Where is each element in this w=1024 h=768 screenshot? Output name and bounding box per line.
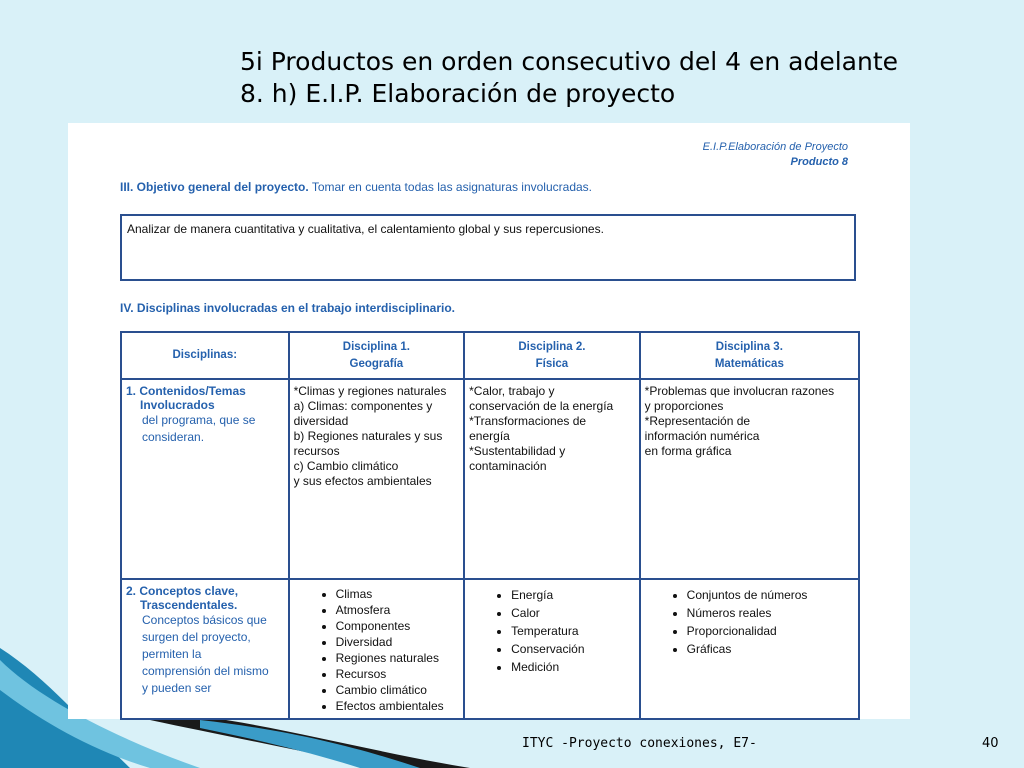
page-number: 40 bbox=[982, 736, 999, 751]
document-header-product: Producto 8 bbox=[790, 156, 848, 168]
row-2-geografia bbox=[289, 579, 465, 719]
list-item: • Gráficas bbox=[687, 640, 854, 658]
section-3-heading-rest: Tomar en cuenta todas las asignaturas involucradas. bbox=[308, 180, 592, 194]
list-item: • Energía bbox=[511, 586, 635, 604]
list-item: • Cambio climático bbox=[336, 682, 460, 698]
document-header bbox=[703, 141, 848, 168]
row-1-head: 1. Contenidos/Temas Involucrados del programa, que se consideran. bbox=[121, 379, 289, 579]
list-item: • Recursos bbox=[336, 666, 460, 682]
objective-box bbox=[120, 214, 856, 281]
list-item: • Conservación bbox=[511, 640, 635, 658]
header-disciplinas: Disciplinas: bbox=[121, 332, 289, 379]
list-item: • Efectos ambientales bbox=[336, 698, 460, 714]
row-1-fisica: *Calor, trabajo y conservación de la energía *Transformaciones de energía *Sustentabilidad y contaminación bbox=[464, 379, 640, 579]
row-1-matematicas: *Problemas que involucran razones y proporciones *Representación de información numérica en forma gráfica bbox=[640, 379, 859, 579]
disciplines-table bbox=[120, 331, 860, 720]
slide-title-line2: 8. h) E.I.P. Elaboración de proyecto bbox=[240, 79, 676, 108]
list-item: • Calor bbox=[511, 604, 635, 622]
list-item: • Medición bbox=[511, 658, 635, 676]
row-2-fisica bbox=[464, 579, 640, 719]
document-image bbox=[68, 123, 910, 719]
list-item: • Proporcionalidad bbox=[687, 622, 854, 640]
document-header-title: E.I.P.Elaboración de Proyecto bbox=[702, 141, 848, 153]
section-4-heading: IV. Disciplinas involucradas en el trabajo interdisciplinario. bbox=[120, 301, 455, 315]
table-row bbox=[121, 379, 859, 579]
table-row bbox=[121, 579, 859, 719]
footer-text: ITYC -Proyecto conexiones, E7- bbox=[522, 736, 757, 751]
table-header-row bbox=[121, 332, 859, 379]
list-item: • Atmosfera bbox=[336, 602, 460, 618]
row-1-geografia: *Climas y regiones naturales a) Climas: componentes y diversidad b) Regiones naturales y sus recursos c) Cambio climático y sus efectos ambientales bbox=[289, 379, 465, 579]
list-item: • Temperatura bbox=[511, 622, 635, 640]
header-disciplina-1: Disciplina 1. Geografía bbox=[289, 332, 465, 379]
objective-text: Analizar de manera cuantitativa y cualitativa, el calentamiento global y sus repercusiones. bbox=[127, 222, 604, 236]
list-item: • Números reales bbox=[687, 604, 854, 622]
list-item: • Regiones naturales bbox=[336, 650, 460, 666]
list-item: • Componentes bbox=[336, 618, 460, 634]
header-disciplina-2: Disciplina 2. Física bbox=[464, 332, 640, 379]
row-2-head: 2. Conceptos clave, Trascendentales. Conceptos básicos que surgen del proyecto, permiten la comprensión del mismo y pueden ser bbox=[121, 579, 289, 719]
list-item: • Climas bbox=[336, 586, 460, 602]
section-3-heading-bold: III. Objetivo general del proyecto. bbox=[120, 180, 309, 194]
row-2-matematicas bbox=[640, 579, 859, 719]
list-item: • Conjuntos de números bbox=[687, 586, 854, 604]
list-item: • Diversidad bbox=[336, 634, 460, 650]
header-disciplina-3: Disciplina 3. Matemáticas bbox=[640, 332, 859, 379]
slide-title bbox=[240, 46, 898, 110]
slide-title-line1: 5i Productos en orden consecutivo del 4 en adelante bbox=[240, 47, 899, 76]
section-3-heading bbox=[120, 180, 592, 194]
